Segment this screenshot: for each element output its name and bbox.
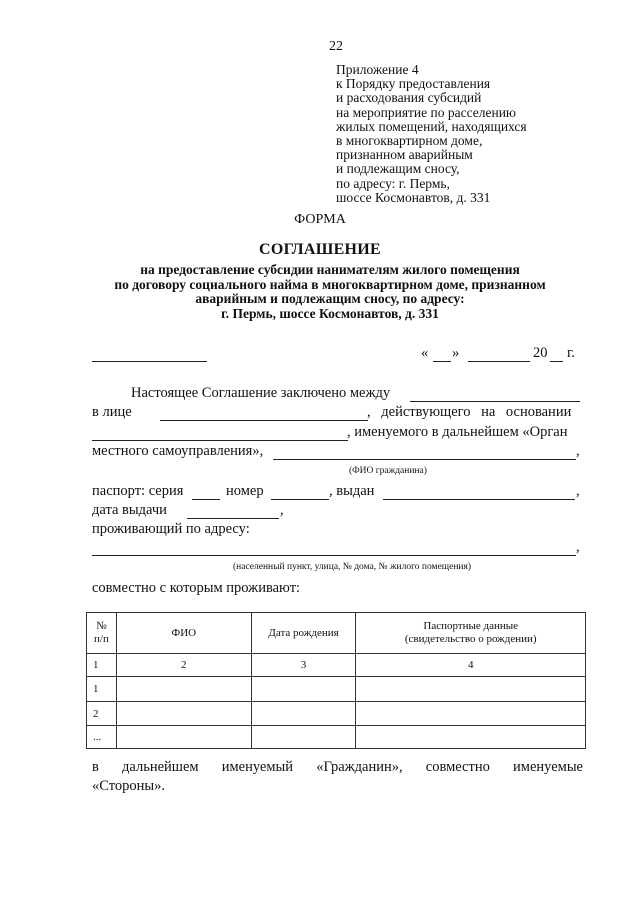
form-label: ФОРМА xyxy=(294,212,346,227)
date-quote-close: » xyxy=(452,345,460,361)
row-number: ... xyxy=(87,726,117,749)
conclusion-word: в xyxy=(92,759,99,775)
appendix-line: по адресу: г. Пермь, xyxy=(336,175,450,191)
appendix-line: к Порядку предоставления xyxy=(336,76,491,92)
appendix-line: и подлежащим сносу, xyxy=(336,161,460,177)
fio-caption: (ФИО гражданина) xyxy=(349,466,427,476)
appendix-line: Приложение 4 xyxy=(336,62,419,77)
document-subtitle xyxy=(60,263,600,321)
fio-cell[interactable] xyxy=(116,702,251,726)
conclusion-word: именуемый xyxy=(221,759,294,775)
issue-date-blank[interactable] xyxy=(187,518,279,519)
conclusion-second-line: «Стороны». xyxy=(92,778,166,794)
index-row xyxy=(87,654,586,677)
fio-cell[interactable] xyxy=(116,726,251,749)
concluded-between-label: Настоящее Соглашение заключено между xyxy=(131,385,391,401)
index-cell: 4 xyxy=(356,654,586,677)
local-government-label: местного самоуправления», xyxy=(92,443,264,459)
appendix-block xyxy=(336,63,566,205)
header-num: № п/п xyxy=(87,613,117,654)
year-blank[interactable] xyxy=(550,361,563,362)
passport-number-label: номер xyxy=(226,483,264,499)
comma: , xyxy=(576,483,580,499)
comma: , xyxy=(576,443,580,459)
passport-cell[interactable] xyxy=(356,702,586,726)
subtitle-line: на предоставление субсидии нанимателям жилого помещения xyxy=(140,262,520,277)
subtitle-line: г. Пермь, шоссе Космонавтов, д. 331 xyxy=(221,305,439,321)
date-quote-open: « xyxy=(421,345,429,361)
passport-cell[interactable] xyxy=(356,726,586,749)
subtitle-line: аварийным и подлежащим сносу, по адресу: xyxy=(195,291,465,306)
passport-series-blank[interactable] xyxy=(192,499,220,500)
passport-cell[interactable] xyxy=(356,677,586,702)
fio-cell[interactable] xyxy=(116,677,251,702)
row-number: 2 xyxy=(87,702,117,726)
page-number: 22 xyxy=(329,39,343,54)
conclusion-line xyxy=(92,759,583,776)
header-birth-date: Дата рождения xyxy=(251,613,356,654)
table-row xyxy=(87,726,586,749)
hereinafter-organ-label: , именуемого в дальнейшем «Орган xyxy=(347,424,568,440)
residing-at-label: проживающий по адресу: xyxy=(92,521,250,537)
birth-date-cell[interactable] xyxy=(251,702,356,726)
place-blank[interactable] xyxy=(92,361,207,362)
index-cell: 3 xyxy=(251,654,356,677)
issue-date-label: дата выдачи xyxy=(92,502,167,518)
appendix-line: в многоквартирном доме, xyxy=(336,133,483,149)
cohabitants-table xyxy=(86,612,586,749)
comma: , xyxy=(576,539,580,555)
address-blank[interactable] xyxy=(92,555,576,556)
table-row xyxy=(87,702,586,726)
in-person-label: в лице xyxy=(92,404,132,420)
table-row xyxy=(87,677,586,702)
conclusion-word: дальнейшем xyxy=(122,759,199,775)
document-title: СОГЛАШЕНИЕ xyxy=(258,241,382,258)
index-cell: 1 xyxy=(87,654,117,677)
index-cell: 2 xyxy=(116,654,251,677)
comma: , xyxy=(280,502,284,518)
appendix-line: признанном аварийным xyxy=(336,147,473,163)
conclusion-word: «Гражданин», xyxy=(316,759,403,775)
conclusion-word: совместно xyxy=(425,759,490,775)
appendix-line: на мероприятие по расселению xyxy=(336,104,517,120)
year-suffix: г. xyxy=(567,345,575,361)
party-blank[interactable] xyxy=(410,401,580,402)
header-passport: Паспортные данные (свидетельство о рождении) xyxy=(356,613,586,654)
address-caption: (населенный пункт, улица, № дома, № жилого помещения) xyxy=(233,562,472,572)
representative-blank[interactable] xyxy=(160,420,368,421)
passport-series-label: паспорт: серия xyxy=(92,483,184,499)
header-fio: ФИО xyxy=(116,613,251,654)
citizen-name-blank[interactable] xyxy=(273,459,576,460)
basis-blank[interactable] xyxy=(92,440,348,441)
subtitle-line: по договору социального найма в многоквартирном доме, признанном xyxy=(114,276,546,292)
passport-number-blank[interactable] xyxy=(271,499,329,500)
issued-by-label: , выдан xyxy=(329,483,375,499)
conclusion-word: именуемые xyxy=(513,759,583,775)
appendix-line: шоссе Космонавтов, д. 331 xyxy=(336,189,491,205)
acting-on-basis-label: , действующего на основании xyxy=(367,404,572,420)
issued-by-blank[interactable] xyxy=(383,499,575,500)
day-blank[interactable] xyxy=(433,361,451,362)
appendix-line: жилых помещений, находящихся xyxy=(336,118,527,134)
appendix-line: и расходования субсидий xyxy=(336,90,482,106)
cohabitants-label: совместно с которым проживают: xyxy=(92,580,301,596)
table-header-row xyxy=(87,613,586,654)
birth-date-cell[interactable] xyxy=(251,726,356,749)
month-blank[interactable] xyxy=(468,361,530,362)
birth-date-cell[interactable] xyxy=(251,677,356,702)
row-number: 1 xyxy=(87,677,117,702)
year-prefix: 20 xyxy=(533,345,548,361)
